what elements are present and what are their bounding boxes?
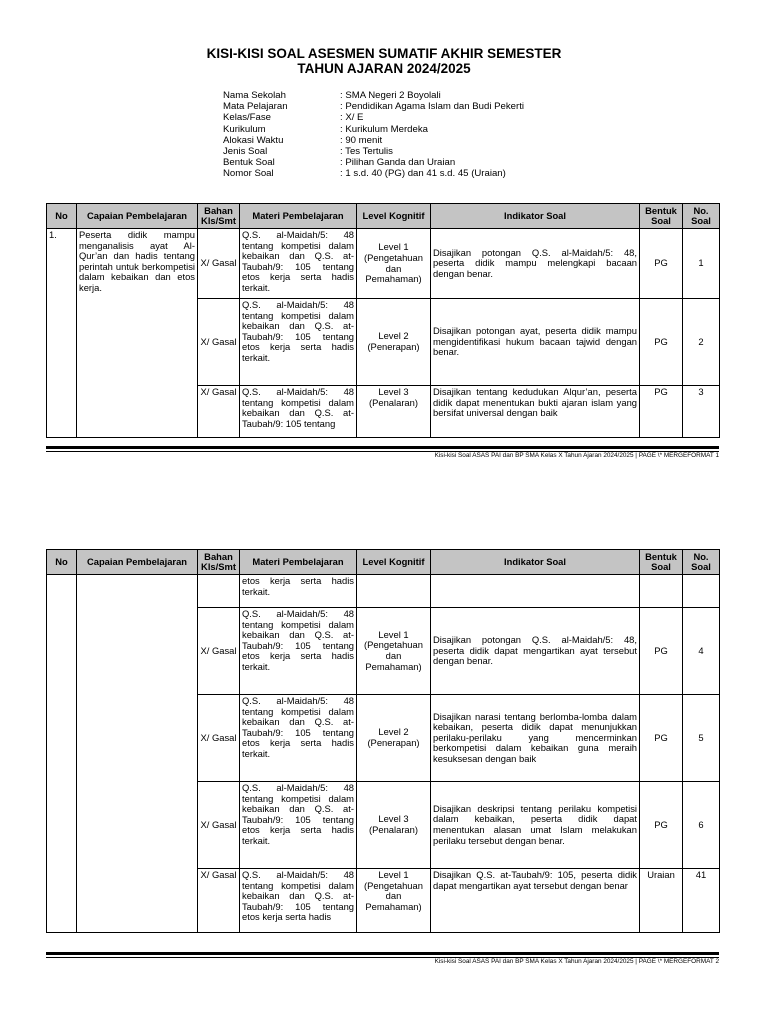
cell-bentuk: PG xyxy=(640,386,683,438)
header-level: Level Kognitif xyxy=(357,550,431,575)
header-bahan: Bahan Kls/Smt xyxy=(198,204,240,229)
header-no-soal: No. Soal xyxy=(683,204,720,229)
info-value: : X/ E xyxy=(340,112,364,124)
cell-materi: Q.S. al-Maidah/5: 48 tentang kompetisi dalam kebaikan dan Q.S. at-Taubah/9: 105 tentang etos kerja serta hadis terkait. xyxy=(240,695,357,782)
cell-capaian: Peserta didik mampu menganalisis ayat Al-Qur’an dan hadis tentang perintah untuk berkompetisi dalam kebaikan dan etos kerja. xyxy=(77,229,198,438)
cell-level: Level 1 (Pengetahuan dan Pemahaman) xyxy=(357,869,431,933)
header-bentuk: Bentuk Soal xyxy=(640,550,683,575)
info-label: Alokasi Waktu xyxy=(223,134,284,146)
cell-bahan: X/ Gasal xyxy=(198,229,240,299)
cell-no-soal: 1 xyxy=(683,229,720,299)
info-value: : Pendidikan Agama Islam dan Budi Pekerti xyxy=(340,101,524,113)
info-label: Jenis Soal xyxy=(223,146,268,158)
cell-bahan: X/ Gasal xyxy=(198,869,240,933)
cell-level: Level 3 (Penalaran) xyxy=(357,782,431,869)
cell-level xyxy=(357,575,431,608)
info-row xyxy=(223,112,524,123)
cell-level: Level 2 (Penerapan) xyxy=(357,695,431,782)
cell-no: 1. xyxy=(47,229,77,438)
page-footer: Kisi-kisi Soal ASAS PAI dan BP SMA Kelas X Tahun Ajaran 2024/2025 | PAGE \* MERGEFORMAT 2 xyxy=(434,958,719,965)
cell-bentuk: PG xyxy=(640,229,683,299)
page-footer: Kisi-kisi Soal ASAS PAI dan BP SMA Kelas X Tahun Ajaran 2024/2025 | PAGE \* MERGEFORMAT 1 xyxy=(434,452,719,459)
cell-materi: Q.S. al-Maidah/5: 48 tentang kompetisi dalam kebaikan dan Q.S. at-Taubah/9: 105 tentang xyxy=(240,386,357,438)
header-capaian: Capaian Pembelajaran xyxy=(77,204,198,229)
info-row xyxy=(223,90,524,101)
info-value: : 1 s.d. 40 (PG) dan 41 s.d. 45 (Uraian) xyxy=(340,168,506,180)
info-label: Mata Pelajaran xyxy=(223,101,288,113)
header-no: No xyxy=(47,204,77,229)
cell-bentuk xyxy=(640,575,683,608)
header-capaian: Capaian Pembelajaran xyxy=(77,550,198,575)
info-value: : Tes Tertulis xyxy=(340,146,393,158)
cell-no xyxy=(47,575,77,933)
cell-indikator: Disajikan potongan Q.S. al-Maidah/5: 48, peserta didik mampu melengkapi bacaan dengan benar. xyxy=(431,229,640,299)
header-bahan: Bahan Kls/Smt xyxy=(198,550,240,575)
cell-indikator: Disajikan potongan ayat, peserta didik mampu mengidentifikasi hukum bacaan tajwid dengan benar. xyxy=(431,299,640,386)
footer-rule xyxy=(46,952,719,955)
header-level: Level Kognitif xyxy=(357,204,431,229)
cell-level: Level 1 (Pengetahuan dan Pemahaman) xyxy=(357,608,431,695)
cell-bentuk: Uraian xyxy=(640,869,683,933)
cell-indikator: Disajikan Q.S. at-Taubah/9: 105, peserta didik dapat mengartikan ayat tersebut dengan benar xyxy=(431,869,640,933)
cell-no-soal: 2 xyxy=(683,299,720,386)
info-label: Kurikulum xyxy=(223,123,266,135)
cell-indikator: Disajikan deskripsi tentang perilaku kompetisi dalam kebaikan, peserta didik dapat menentukan alasan umat Islam melakukan perilaku tersebut dengan benar. xyxy=(431,782,640,869)
kisi-kisi-table-page-2 xyxy=(46,549,720,933)
header-materi: Materi Pembelajaran xyxy=(240,204,357,229)
info-label: Nomor Soal xyxy=(223,168,274,180)
cell-materi: Q.S. al-Maidah/5: 48 tentang kompetisi dalam kebaikan dan Q.S. at-Taubah/9: 105 tentang etos kerja serta hadis terkait. xyxy=(240,608,357,695)
cell-level: Level 2 (Penerapan) xyxy=(357,299,431,386)
info-row xyxy=(223,146,524,157)
info-value: : SMA Negeri 2 Boyolali xyxy=(340,90,441,101)
cell-level: Level 3 (Penalaran) xyxy=(357,386,431,438)
document-title: KISI-KISI SOAL ASESMEN SUMATIF AKHIR SEMESTER xyxy=(206,46,562,61)
info-row xyxy=(223,168,524,179)
cell-no-soal: 3 xyxy=(683,386,720,438)
cell-materi: Q.S. al-Maidah/5: 48 tentang kompetisi dalam kebaikan dan Q.S. at-Taubah/9: 105 tentang etos kerja serta hadis terkait. xyxy=(240,782,357,869)
cell-no-soal: 6 xyxy=(683,782,720,869)
cell-bentuk: PG xyxy=(640,695,683,782)
cell-level: Level 1 (Pengetahuan dan Pemahaman) xyxy=(357,229,431,299)
cell-bahan: X/ Gasal xyxy=(198,695,240,782)
header-bentuk: Bentuk Soal xyxy=(640,204,683,229)
cell-materi: Q.S. al-Maidah/5: 48 tentang kompetisi dalam kebaikan dan Q.S. at-Taubah/9: 105 tentang etos kerja serta hadis terkait. xyxy=(240,229,357,299)
cell-bahan: X/ Gasal xyxy=(198,386,240,438)
footer-rule xyxy=(46,446,719,449)
info-label: Kelas/Fase xyxy=(223,112,271,124)
info-value: : 90 menit xyxy=(340,134,383,146)
info-row xyxy=(223,157,524,168)
header-no-soal: No. Soal xyxy=(683,550,720,575)
header-no: No xyxy=(47,550,77,575)
cell-materi: etos kerja serta hadis terkait. xyxy=(240,575,357,608)
table-header-row xyxy=(47,550,720,575)
cell-no-soal: 5 xyxy=(683,695,720,782)
cell-indikator: Disajikan potongan Q.S. al-Maidah/5: 48, peserta didik dapat mengartikan ayat tersebut dengan benar. xyxy=(431,608,640,695)
cell-no-soal xyxy=(683,575,720,608)
cell-indikator: Disajikan tentang kedudukan Alqur’an, peserta didik dapat menentukan bukti ajaran islam yang bersifat universal dengan baik xyxy=(431,386,640,438)
cell-bahan xyxy=(198,575,240,608)
kisi-kisi-table-page-1 xyxy=(46,203,720,438)
document-subtitle: TAHUN AJARAN 2024/2025 xyxy=(297,61,471,76)
cell-bentuk: PG xyxy=(640,299,683,386)
info-value: : Pilihan Ganda dan Uraian xyxy=(340,157,456,169)
cell-no-soal: 4 xyxy=(683,608,720,695)
info-label: Bentuk Soal xyxy=(223,157,275,169)
cell-bentuk: PG xyxy=(640,782,683,869)
cell-bentuk: PG xyxy=(640,608,683,695)
cell-bahan: X/ Gasal xyxy=(198,608,240,695)
table-row xyxy=(47,229,720,299)
info-value: : Kurikulum Merdeka xyxy=(340,123,428,135)
identity-block xyxy=(223,90,524,180)
info-label: Nama Sekolah xyxy=(223,90,286,101)
header-indikator: Indikator Soal xyxy=(431,550,640,575)
info-row xyxy=(223,124,524,135)
cell-capaian xyxy=(77,575,198,933)
header-indikator: Indikator Soal xyxy=(431,204,640,229)
cell-no-soal: 41 xyxy=(683,869,720,933)
info-row xyxy=(223,101,524,112)
cell-indikator xyxy=(431,575,640,608)
cell-bahan: X/ Gasal xyxy=(198,782,240,869)
cell-materi: Q.S. al-Maidah/5: 48 tentang kompetisi dalam kebaikan dan Q.S. at-Taubah/9: 105 tentang etos kerja serta hadis terkait. xyxy=(240,299,357,386)
info-row xyxy=(223,135,524,146)
header-materi: Materi Pembelajaran xyxy=(240,550,357,575)
table-row xyxy=(47,575,720,608)
cell-bahan: X/ Gasal xyxy=(198,299,240,386)
cell-indikator: Disajikan narasi tentang berlomba-lomba dalam kebaikan, peserta didik dapat menunjukkan perilaku-perilaku yang mencerminkan berkompetisi dalam kebaikan guna meraih kesuksesan dengan baik xyxy=(431,695,640,782)
table-header-row xyxy=(47,204,720,229)
cell-materi: Q.S. al-Maidah/5: 48 tentang kompetisi dalam kebaikan dan Q.S. at-Taubah/9: 105 tentang etos kerja serta hadis xyxy=(240,869,357,933)
